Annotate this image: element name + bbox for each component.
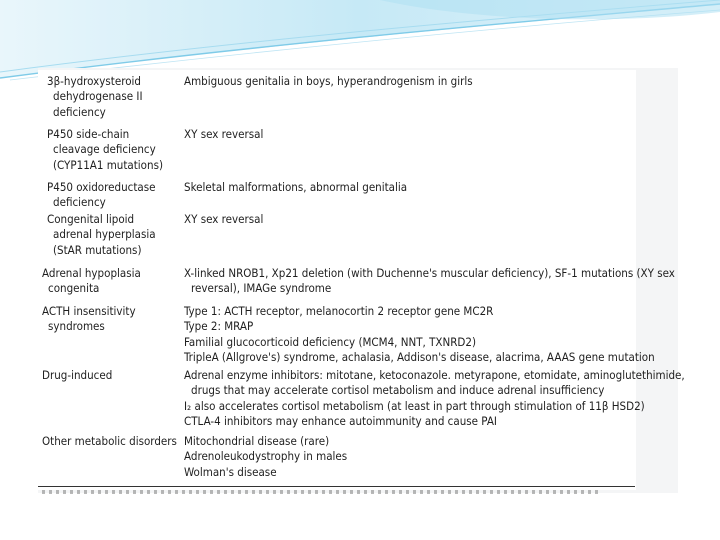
- feature-line: reversal), IMAGe syndrome: [191, 281, 332, 296]
- table-bottom-rule: [38, 486, 635, 487]
- cause-line: congenita: [48, 281, 100, 296]
- feature-line: drugs that may accelerate cortisol metabolism and induce adrenal insufficiency: [191, 383, 605, 398]
- cause-cell: [47, 74, 143, 120]
- cause-line: ACTH insensitivity: [42, 304, 136, 318]
- cause-line: dehydrogenase II: [53, 89, 143, 104]
- cause-line: cleavage deficiency: [53, 142, 156, 157]
- cause-cell: [42, 304, 136, 335]
- features-cell: [184, 304, 655, 365]
- features-cell: [184, 74, 473, 89]
- feature-line: CTLA-4 inhibitors may enhance autoimmunity and cause PAI: [184, 413, 497, 428]
- feature-line: Mitochondrial disease (rare): [184, 434, 330, 448]
- cause-line: P450 oxidoreductase: [47, 180, 156, 194]
- feature-line: XY sex reversal: [184, 127, 264, 141]
- cause-line: Drug-induced: [42, 368, 113, 382]
- cause-cell: [47, 212, 156, 258]
- cause-line: deficiency: [53, 195, 106, 210]
- cause-cell: [47, 127, 163, 173]
- cause-line: adrenal hyperplasia: [53, 227, 156, 242]
- features-cell: [184, 212, 263, 227]
- cause-line: (StAR mutations): [53, 242, 142, 257]
- cause-cell: [42, 368, 112, 383]
- feature-line: Skeletal malformations, abnormal genitalia: [184, 180, 408, 194]
- feature-line: Familial glucocorticoid deficiency (MCM4, NNT, TXNRD2): [184, 334, 476, 349]
- features-cell: [184, 434, 347, 480]
- feature-line: Wolman's disease: [184, 464, 277, 479]
- feature-line: Ambiguous genitalia in boys, hyperandrogenism in girls: [184, 74, 473, 88]
- feature-line: I₂ also accelerates cortisol metabolism (at least in part through stimulation of 11β HSD2): [184, 398, 645, 413]
- cause-cell: [42, 434, 177, 449]
- cause-line: (CYP11A1 mutations): [53, 157, 163, 172]
- features-cell: [184, 127, 263, 142]
- cause-line: Congenital lipoid: [47, 212, 135, 226]
- cause-line: 3β-hydroxysteroid: [47, 74, 141, 88]
- cause-cell: [42, 266, 141, 297]
- features-cell: [184, 368, 685, 429]
- feature-line: Adrenal enzyme inhibitors: mitotane, ketoconazole. metyrapone, etomidate, aminoglutethimide,: [184, 368, 685, 382]
- feature-line: XY sex reversal: [184, 212, 264, 226]
- cause-cell: [47, 180, 155, 211]
- features-cell: [184, 180, 407, 195]
- feature-line: Type 2: MRAP: [184, 319, 254, 334]
- features-cell: [184, 266, 675, 297]
- cause-line: syndromes: [48, 319, 105, 334]
- cause-line: P450 side-chain: [47, 127, 130, 141]
- feature-line: X-linked NROB1, Xp21 deletion (with Duchenne's muscular deficiency), SF-1 mutations (XY sex: [184, 266, 675, 280]
- feature-line: Type 1: ACTH receptor, melanocortin 2 receptor gene MC2R: [184, 304, 494, 318]
- cause-line: Adrenal hypoplasia: [42, 266, 141, 280]
- feature-line: Adrenoleukodystrophy in males: [184, 449, 348, 464]
- cause-line: Other metabolic disorders: [42, 434, 177, 448]
- feature-line: TripleA (Allgrove's) syndrome, achalasia, Addison's disease, alacrima, AAAS gene mutation: [184, 349, 655, 364]
- table-footnote: [42, 490, 602, 494]
- cause-line: deficiency: [53, 104, 106, 119]
